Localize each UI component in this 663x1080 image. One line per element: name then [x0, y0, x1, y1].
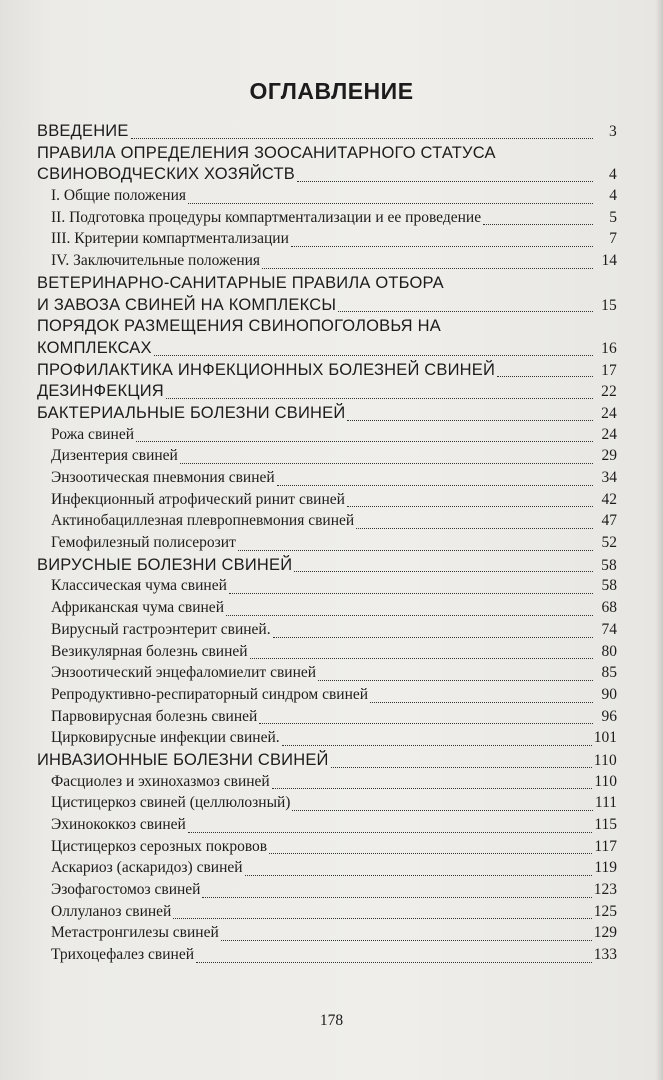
toc-entry-title: ВЕТЕРИНАРНО-САНИТАРНЫЕ ПРАВИЛА ОТБОРА — [37, 273, 444, 292]
toc-entry-page: 119 — [594, 859, 617, 877]
dot-leader — [338, 311, 593, 312]
toc-entry-title: ДЕЗИНФЕКЦИЯ — [37, 382, 164, 401]
dot-leader — [269, 853, 592, 854]
toc-entry — [37, 577, 617, 599]
toc-entry-page: 17 — [601, 361, 617, 379]
toc-entry — [37, 664, 617, 686]
toc-entry-title: III. Критерии компартментализации — [51, 230, 289, 248]
toc-entry-title: ИНВАЗИОННЫЕ БОЛЕЗНИ СВИНЕЙ — [37, 750, 329, 769]
toc-entry — [37, 469, 617, 491]
toc-entry-title: ВИРУСНЫЕ БОЛЕЗНИ СВИНЕЙ — [37, 555, 293, 574]
toc-entry-page: 110 — [593, 751, 617, 769]
dot-leader — [136, 441, 593, 442]
toc-entry-title: Трихоцефалез свиней — [51, 946, 195, 964]
table-of-contents — [37, 122, 617, 968]
toc-entry-page: 115 — [594, 816, 617, 833]
toc-entry-title: Дизентерия свиней — [51, 447, 178, 465]
dot-leader — [297, 181, 593, 182]
toc-entry-page: 125 — [593, 902, 617, 920]
toc-entry-page: 96 — [601, 707, 617, 725]
toc-entry — [37, 296, 617, 318]
toc-entry — [37, 621, 617, 643]
toc-entry — [37, 426, 617, 448]
dot-leader — [294, 571, 593, 572]
toc-entry-page: 4 — [609, 187, 617, 205]
toc-entry — [37, 252, 617, 274]
toc-entry-page: 34 — [601, 469, 617, 486]
toc-entry-title: Гемофилезный полисерозит — [51, 534, 236, 552]
toc-entry — [37, 165, 617, 187]
toc-entry — [37, 274, 617, 296]
toc-entry-page: 117 — [594, 837, 617, 855]
toc-entry-title: ПРОФИЛАКТИКА ИНФЕКЦИОННЫХ БОЛЕЗНЕЙ СВИНЕЙ — [37, 360, 496, 379]
toc-entry — [37, 230, 617, 252]
toc-entry-title: Африканская чума свиней — [51, 599, 224, 617]
dot-leader — [347, 506, 593, 507]
toc-entry — [37, 187, 617, 209]
toc-entry-page: 58 — [601, 556, 617, 574]
toc-entry-title: Аскариоз (аскаридоз) свиней — [51, 859, 243, 877]
dot-leader — [202, 897, 591, 898]
toc-entry-title: Парвовирусная болезнь свиней — [51, 707, 258, 725]
dot-leader — [318, 680, 593, 681]
dot-leader — [291, 246, 593, 247]
toc-entry — [37, 903, 617, 925]
toc-entry-page: 14 — [601, 252, 617, 270]
toc-entry — [37, 816, 617, 838]
toc-entry-title: Актинобациллезная плевропневмония свиней — [51, 512, 355, 530]
toc-entry-page: 129 — [593, 924, 617, 942]
toc-entry — [37, 209, 617, 231]
toc-entry — [37, 599, 617, 621]
toc-entry-title: Рожа свиней — [51, 425, 135, 443]
toc-entry-title: СВИНОВОДЧЕСКИХ ХОЗЯЙСТВ — [37, 165, 295, 184]
dot-leader — [262, 268, 593, 269]
toc-entry — [37, 881, 617, 903]
dot-leader — [272, 788, 593, 789]
toc-entry — [37, 361, 617, 383]
toc-entry-page: 52 — [601, 534, 617, 552]
toc-entry-title: Оллуланоз свиней — [51, 902, 172, 920]
dot-leader — [226, 615, 593, 616]
toc-entry — [37, 534, 617, 556]
dot-leader — [483, 224, 593, 225]
toc-entry-page: 101 — [593, 729, 617, 747]
toc-entry — [37, 512, 617, 534]
toc-entry-page: 5 — [609, 208, 617, 226]
toc-entry-page: 85 — [601, 664, 617, 682]
toc-entry-title: Эхинококкоз свиней — [51, 816, 186, 833]
dot-leader — [370, 702, 593, 703]
toc-entry-page: 42 — [601, 490, 617, 508]
toc-entry-title: Метастронгилезы свиней — [51, 924, 219, 942]
toc-entry — [37, 447, 617, 469]
toc-entry — [37, 859, 617, 881]
dot-leader — [154, 355, 593, 356]
toc-entry-page: 90 — [601, 685, 617, 703]
toc-entry — [37, 122, 617, 144]
toc-entry — [37, 924, 617, 946]
page-number: 178 — [319, 1012, 344, 1029]
toc-entry-title: ВВЕДЕНИЕ — [37, 122, 129, 140]
toc-entry-title: Цистицеркоз свиней (целлюлозный) — [51, 794, 291, 812]
dot-leader — [180, 463, 593, 464]
dot-leader — [259, 723, 593, 724]
dot-leader — [331, 767, 592, 768]
toc-entry-title: Репродуктивно-респираторный синдром свиней — [51, 685, 369, 703]
toc-entry — [37, 404, 617, 426]
toc-entry-title: Фасциолез и эхинохазмоз свиней — [51, 772, 270, 790]
toc-entry-title: I. Общие положения — [51, 187, 187, 205]
toc-entry-title: Энзоотическая пневмония свиней — [51, 469, 275, 486]
dot-leader — [273, 637, 593, 638]
toc-entry-title: IV. Заключительные положения — [51, 252, 261, 270]
toc-entry-page: 110 — [594, 772, 617, 790]
dot-leader — [229, 593, 593, 594]
toc-entry — [37, 729, 617, 751]
toc-entry-title: Инфекционный атрофический ринит свиней — [51, 490, 345, 508]
toc-entry — [37, 382, 617, 404]
toc-entry-title: Классическая чума свиней — [51, 577, 227, 595]
dot-leader — [238, 550, 593, 551]
toc-entry-page: 3 — [609, 123, 617, 140]
toc-entry-page: 24 — [601, 425, 617, 443]
toc-entry — [37, 556, 617, 578]
toc-entry-title: Вирусный гастроэнтерит свиней. — [51, 620, 271, 638]
toc-entry-title: Цирковирусные инфекции свиней. — [51, 729, 280, 747]
toc-entry-title: ПОРЯДОК РАЗМЕЩЕНИЯ СВИНОПОГОЛОВЬЯ НА — [37, 317, 441, 336]
toc-entry-title: БАКТЕРИАЛЬНЫЕ БОЛЕЗНИ СВИНЕЙ — [37, 403, 346, 422]
dot-leader — [282, 745, 592, 746]
toc-entry — [37, 946, 617, 968]
toc-entry-page: 123 — [593, 881, 617, 899]
toc-entry-page: 24 — [601, 404, 617, 422]
toc-entry-page: 16 — [601, 339, 617, 357]
toc-entry-page: 22 — [601, 383, 617, 401]
dot-leader — [497, 376, 593, 377]
toc-entry-page: 47 — [601, 512, 617, 530]
toc-entry — [37, 317, 617, 339]
toc-entry-title: Везикулярная болезнь свиней — [51, 642, 248, 660]
toc-entry — [37, 144, 617, 166]
toc-entry — [37, 686, 617, 708]
toc-entry-page: 133 — [593, 946, 617, 964]
toc-entry-page: 4 — [609, 166, 617, 184]
dot-leader — [347, 420, 593, 421]
dot-leader — [356, 528, 593, 529]
toc-entry-page: 58 — [601, 577, 617, 595]
dot-leader — [250, 658, 593, 659]
toc-entry-title: ПРАВИЛА ОПРЕДЕЛЕНИЯ ЗООСАНИТАРНОГО СТАТУСА — [37, 143, 496, 162]
toc-entry — [37, 339, 617, 361]
toc-entry — [37, 751, 617, 773]
toc-entry-title: Эзофагостомоз свиней — [51, 881, 201, 899]
toc-entry — [37, 491, 617, 513]
page-title: ОГЛАВЛЕНИЕ — [249, 78, 414, 104]
dot-leader — [188, 203, 593, 204]
toc-entry — [37, 838, 617, 860]
dot-leader — [166, 398, 593, 399]
dot-leader — [277, 485, 593, 486]
dot-leader — [188, 832, 593, 833]
dot-leader — [221, 940, 592, 941]
page-spine-shadow — [655, 0, 663, 1080]
toc-entry — [37, 773, 617, 795]
toc-entry-title: II. Подготовка процедуры компартментализации и ее проведение — [51, 208, 482, 226]
toc-entry-page: 111 — [594, 794, 617, 812]
toc-entry-page: 74 — [601, 620, 617, 638]
dot-leader — [173, 918, 591, 919]
toc-entry-page: 80 — [601, 642, 617, 660]
toc-entry-page: 29 — [601, 447, 617, 465]
dot-leader — [245, 875, 593, 876]
toc-entry — [37, 794, 617, 816]
toc-entry-title: Энзоотический энцефаломиелит свиней — [51, 664, 317, 682]
toc-entry — [37, 708, 617, 730]
toc-entry-page: 68 — [601, 599, 617, 617]
toc-entry-page: 7 — [609, 230, 617, 248]
dot-leader — [131, 138, 593, 139]
toc-entry-page: 15 — [601, 296, 617, 314]
toc-entry — [37, 643, 617, 665]
dot-leader — [292, 810, 592, 811]
toc-entry-title: И ЗАВОЗА СВИНЕЙ НА КОМПЛЕКСЫ — [37, 295, 337, 314]
toc-entry-title: Цистицеркоз серозных покровов — [51, 837, 268, 855]
dot-leader — [196, 962, 592, 963]
toc-entry-title: КОМПЛЕКСАХ — [37, 338, 152, 357]
